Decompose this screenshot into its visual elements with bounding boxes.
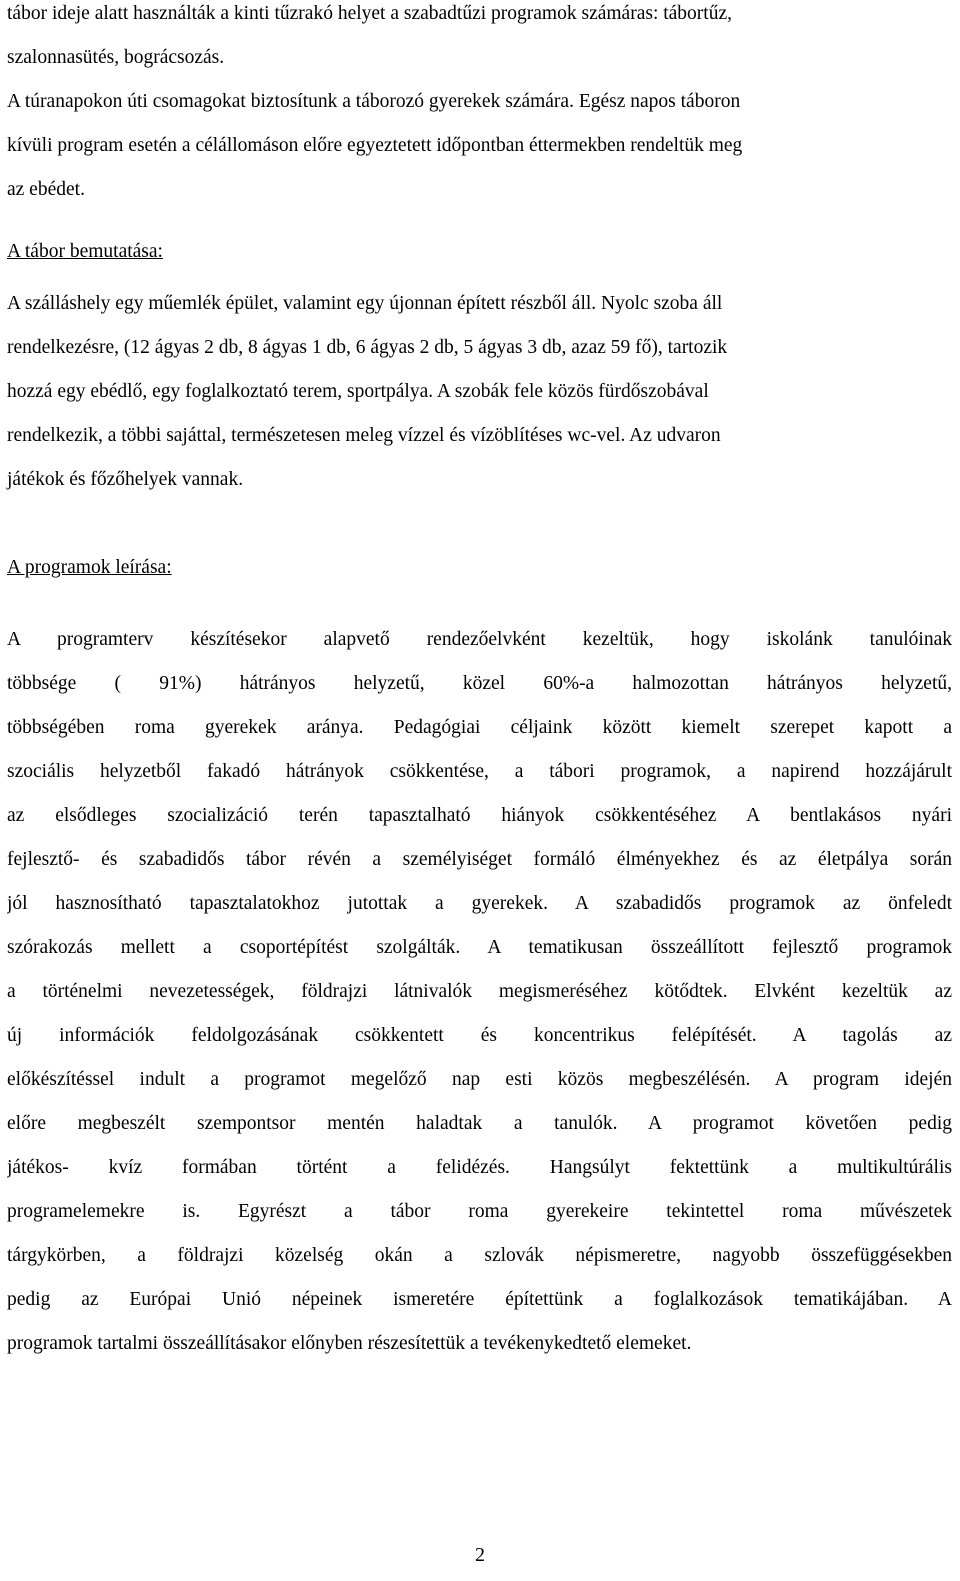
text-line: rendelkezésre, (12 ágyas 2 db, 8 ágyas 1 db, 6 ágyas 2 db, 5 ágyas 3 db, azaz 59 fő), tartozik: [7, 337, 728, 358]
text-line: szalonnasütés, bográcsozás.: [7, 47, 225, 68]
camp-section-heading: A tábor bemutatása:: [7, 241, 163, 262]
text-line: tárgykörben, a földrajzi közelség okán a szlovák népismeretre, nagyobb összefüggésekben: [7, 1245, 952, 1266]
text-line: előkészítéssel indult a programot megelőző nap esti közös megbeszélésén. A program idején: [7, 1069, 952, 1090]
text-line: szociális helyzetből fakadó hátrányok csökkentése, a tábori programok, a napirend hozzájárult: [7, 761, 952, 782]
programs-paragraph: [7, 618, 952, 1366]
camp-section: [7, 230, 952, 274]
intro-paragraph-2: [7, 80, 952, 212]
programs-section-heading: A programok leírása:: [7, 557, 172, 578]
text-line: A túranapokon úti csomagokat biztosítunk a táborozó gyerekek számára. Egész napos táboron: [7, 91, 741, 112]
text-line: új információk feldolgozásának csökkentett és koncentrikus felépítését. A tagolás az: [7, 1025, 952, 1046]
text-line: jól hasznosítható tapasztalatokhoz jutottak a gyerekek. A szabadidős programok az önfeledt: [7, 893, 952, 914]
intro-block: [7, 0, 952, 212]
text-line: szórakozás mellett a csoportépítést szolgálták. A tematikusan összeállított fejlesztő programok: [7, 937, 952, 958]
text-line: programok tartalmi összeállításakor előnyben részesítettük a tevékenykedtető elemeket.: [7, 1333, 692, 1354]
text-line: a történelmi nevezetességek, földrajzi látnivalók megismeréséhez kötődtek. Elvként kezeltük az: [7, 981, 952, 1002]
text-line: hozzá egy ebédlő, egy foglalkoztató terem, sportpálya. A szobák fele közös fürdőszobával: [7, 381, 709, 402]
programs-section: [7, 546, 952, 590]
text-line: kívüli program esetén a célállomáson előre egyeztetett időpontban éttermekben rendeltük meg: [7, 135, 743, 156]
camp-description-paragraph: [7, 282, 952, 502]
text-line: az elsődleges szocializáció terén tapasztalható hiányok csökkentéséhez A bentlakásos nyári: [7, 805, 952, 826]
intro-paragraph-1: [7, 0, 952, 80]
text-line: tábor ideje alatt használták a kinti tűzrakó helyet a szabadtűzi programok számáras: tábortűz,: [7, 3, 732, 24]
text-line: az ebédet.: [7, 179, 85, 200]
text-line: pedig az Európai Unió népeinek ismeretére építettünk a foglalkozások tematikájában. A: [7, 1289, 952, 1310]
camp-description: [7, 282, 952, 502]
text-line: előre megbeszélt szempontsor mentén haladtak a tanulók. A programot követően pedig: [7, 1113, 952, 1134]
text-line: A szálláshely egy műemlék épület, valamint egy újonnan épített részből áll. Nyolc szoba áll: [7, 293, 723, 314]
text-line: A programterv készítésekor alapvető rendezőelvként kezeltük, hogy iskolánk tanulóinak: [7, 629, 952, 650]
text-line: játékok és főzőhelyek vannak.: [7, 469, 244, 490]
text-line: játékos- kvíz formában történt a felidézés. Hangsúlyt fektettünk a multikultúrális: [7, 1157, 952, 1178]
text-line: többsége ( 91%) hátrányos helyzetű, közel 60%-a halmozottan hátrányos helyzetű,: [7, 673, 952, 694]
text-line: fejlesztő- és szabadidős tábor révén a személyiséget formáló élményekhez és az életpálya során: [7, 849, 952, 870]
text-line: programelemekre is. Egyrészt a tábor roma gyerekeire tekintettel roma művészetek: [7, 1201, 952, 1222]
text-line: rendelkezik, a többi sajáttal, természetesen meleg vízzel és vízöblítéses wc-vel. Az udvaron: [7, 425, 721, 446]
programs-description: [7, 618, 952, 1366]
text-line: többségében roma gyerekek aránya. Pedagógiai céljaink között kiemelt szerepet kapott a: [7, 717, 952, 738]
page-number: 2: [475, 1544, 485, 1566]
